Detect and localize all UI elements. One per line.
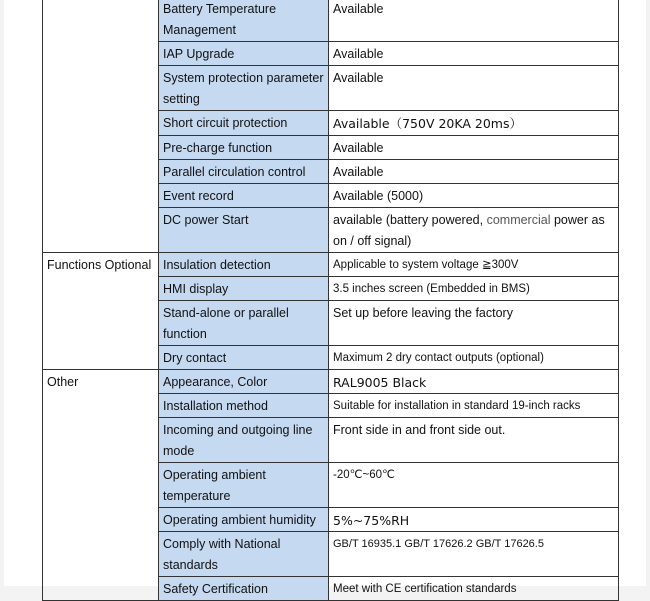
value-text-highlight: commercial	[486, 213, 551, 227]
feature-cell: IAP Upgrade	[159, 42, 329, 66]
value-cell: Available	[329, 136, 619, 160]
value-cell: Suitable for installation in standard 19-inch racks	[329, 394, 619, 418]
feature-cell: Event record	[159, 184, 329, 208]
feature-cell: System protection parameter setting	[159, 66, 329, 111]
value-cell: 5%~75%RH	[329, 508, 619, 532]
feature-cell: Parallel circulation control	[159, 160, 329, 184]
feature-cell: Incoming and outgoing line mode	[159, 418, 329, 463]
value-cell: Available	[329, 0, 619, 42]
value-cell: Meet with CE certification standards	[329, 577, 619, 601]
table-row	[43, 370, 619, 394]
feature-cell: Comply with National standards	[159, 532, 329, 577]
feature-cell: DC power Start	[159, 208, 329, 253]
value-cell: RAL9005 Black	[329, 370, 619, 394]
value-cell: Available	[329, 42, 619, 66]
table-row	[43, 0, 619, 42]
category-cell	[43, 0, 159, 253]
value-cell: Available (5000)	[329, 184, 619, 208]
value-text: available (battery powered,	[333, 213, 484, 227]
value-cell: GB/T 16935.1 GB/T 17626.2 GB/T 17626.5	[329, 532, 619, 577]
value-cell: Available	[329, 66, 619, 111]
table-row	[43, 253, 619, 277]
value-cell: Available（750V 20KA 20ms）	[329, 111, 619, 136]
value-cell: Front side in and front side out.	[329, 418, 619, 463]
value-cell: Set up before leaving the factory	[329, 301, 619, 346]
category-cell: Functions Optional	[43, 253, 159, 370]
feature-cell: Pre-charge function	[159, 136, 329, 160]
feature-cell: Short circuit protection	[159, 111, 329, 136]
value-cell: 3.5 inches screen (Embedded in BMS)	[329, 277, 619, 301]
feature-cell: Safety Certification	[159, 577, 329, 601]
feature-cell: Operating ambient temperature	[159, 463, 329, 508]
value-cell: Available	[329, 160, 619, 184]
feature-cell: Stand-alone or parallel function	[159, 301, 329, 346]
value-cell	[329, 208, 619, 253]
category-cell: Other	[43, 370, 159, 601]
feature-cell: Insulation detection	[159, 253, 329, 277]
specification-table	[42, 0, 619, 601]
value-cell: Maximum 2 dry contact outputs (optional)	[329, 346, 619, 370]
feature-cell: Installation method	[159, 394, 329, 418]
value-cell: Applicable to system voltage ≧300V	[329, 253, 619, 277]
value-cell: -20℃~60℃	[329, 463, 619, 508]
value-text: power as on / off signal)	[333, 213, 605, 248]
feature-cell: Dry contact	[159, 346, 329, 370]
document-page	[4, 0, 646, 596]
feature-cell: HMI display	[159, 277, 329, 301]
feature-cell: Operating ambient humidity	[159, 508, 329, 532]
feature-cell: Battery Temperature Management	[159, 0, 329, 42]
feature-cell: Appearance, Color	[159, 370, 329, 394]
